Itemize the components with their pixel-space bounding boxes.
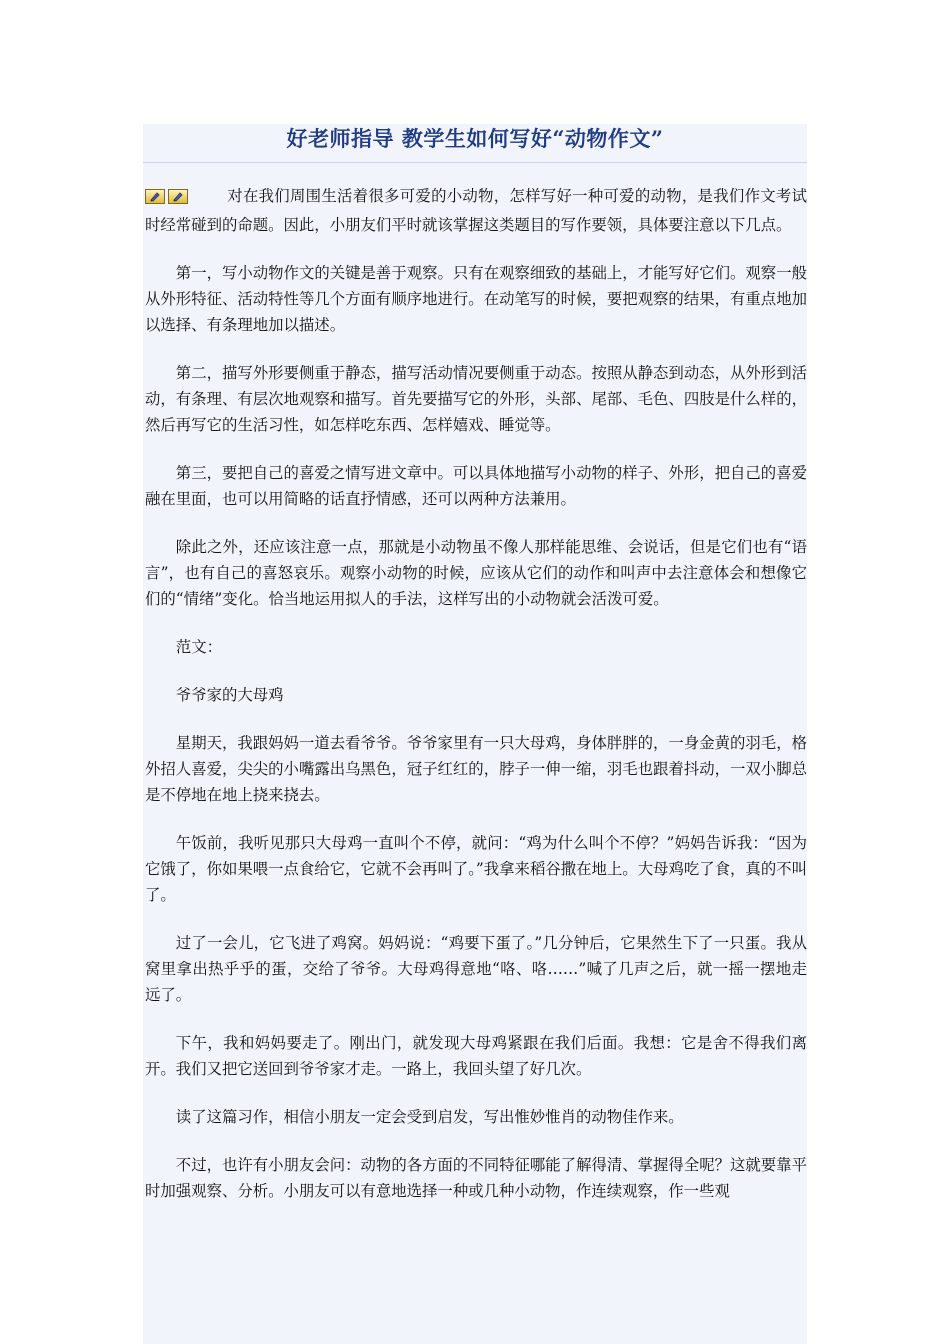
sample-title: 爷爷家的大母鸡 <box>175 686 284 704</box>
pencil-icon <box>168 189 188 204</box>
pencil-icon <box>145 189 165 204</box>
paragraph: 第一，写小动物作文的关键是善于观察。只有在观察细致的基础上，才能写好它们。观察一般从外形特征、活动特性等几个方面有顺序地进行。在动笔写的时候，要把观察的结果，有重点地加以选择、有条理地加以描述。 <box>145 264 807 334</box>
paragraph: 星期天，我跟妈妈一道去看爷爷。爷爷家里有一只大母鸡，身体胖胖的，一身金黄的羽毛，格外招人喜爱，尖尖的小嘴露出乌黑色，冠子红红的，脖子一伸一缩，羽毛也跟着抖动，一双小脚总是不停地在地上挠来挠去。 <box>145 734 807 804</box>
paragraph: 除此之外，还应该注意一点，那就是小动物虽不像人那样能思维、会说话，但是它们也有“语言”，也有自己的喜怒哀乐。观察小动物的时候，应该从它们的动作和叫声中去注意体会和想像它们的“情绪”变化。恰当地运用拟人的手法，这样写出的小动物就会活泼可爱。 <box>145 538 807 608</box>
paragraph: 读了这篇习作，相信小朋友一定会受到启发，写出惟妙惟肖的动物佳作来。 <box>175 1108 684 1126</box>
article-body <box>143 163 807 1204</box>
title-bar <box>143 124 807 163</box>
icon-group <box>145 186 191 212</box>
sample-label: 范文： <box>175 638 222 656</box>
paragraph: 第二，描写外形要侧重于静态，描写活动情况要侧重于动态。按照从静态到动态，从外形到活动，有条理、有层次地观察和描写。首先要描写它的外形，头部、尾部、毛色、四肢是什么样的，然后再写它的生活习性，如怎样吃东西、怎样嬉戏、睡觉等。 <box>145 364 807 434</box>
paragraph: 过了一会儿，它飞进了鸡窝。妈妈说：“鸡要下蛋了。”几分钟后，它果然生下了一只蛋。我从窝里拿出热乎乎的蛋，交给了爷爷。大母鸡得意地“咯、咯……”喊了几声之后，就一摇一摆地走远了。 <box>145 934 807 1004</box>
paragraph: 不过，也许有小朋友会问：动物的各方面的不同特征哪能了解得清、掌握得全呢？这就要靠平时加强观察、分析。小朋友可以有意地选择一种或几种小动物，作连续观察，作一些观 <box>145 1156 807 1200</box>
paragraph-intro <box>145 183 807 238</box>
paragraph: 第三，要把自己的喜爱之情写进文章中。可以具体地描写小动物的样子、外形，把自己的喜爱融在里面，也可以用简略的话直抒情感，还可以两种方法兼用。 <box>145 464 807 508</box>
paragraph-intro-text: 对在我们周围生活着很多可爱的小动物，怎样写好一种可爱的动物，是我们作文考试时经常碰到的命题。因此，小朋友们平时就该掌握这类题目的写作要领，具体要注意以下几点。 <box>145 187 807 234</box>
article-panel <box>143 124 807 1344</box>
paragraph: 下午，我和妈妈要走了。刚出门，就发现大母鸡紧跟在我们后面。我想：它是舍不得我们离开。我们又把它送回到爷爷家才走。一路上，我回头望了好几次。 <box>145 1034 807 1078</box>
article-title: 好老师指导 教学生如何写好“动物作文” <box>286 126 664 151</box>
paragraph: 午饭前，我听见那只大母鸡一直叫个不停，就问：“鸡为什么叫个不停？”妈妈告诉我：“因为它饿了，你如果喂一点食给它，它就不会再叫了。”我拿来稻谷撒在地上。大母鸡吃了食，真的不叫了。 <box>145 834 807 904</box>
